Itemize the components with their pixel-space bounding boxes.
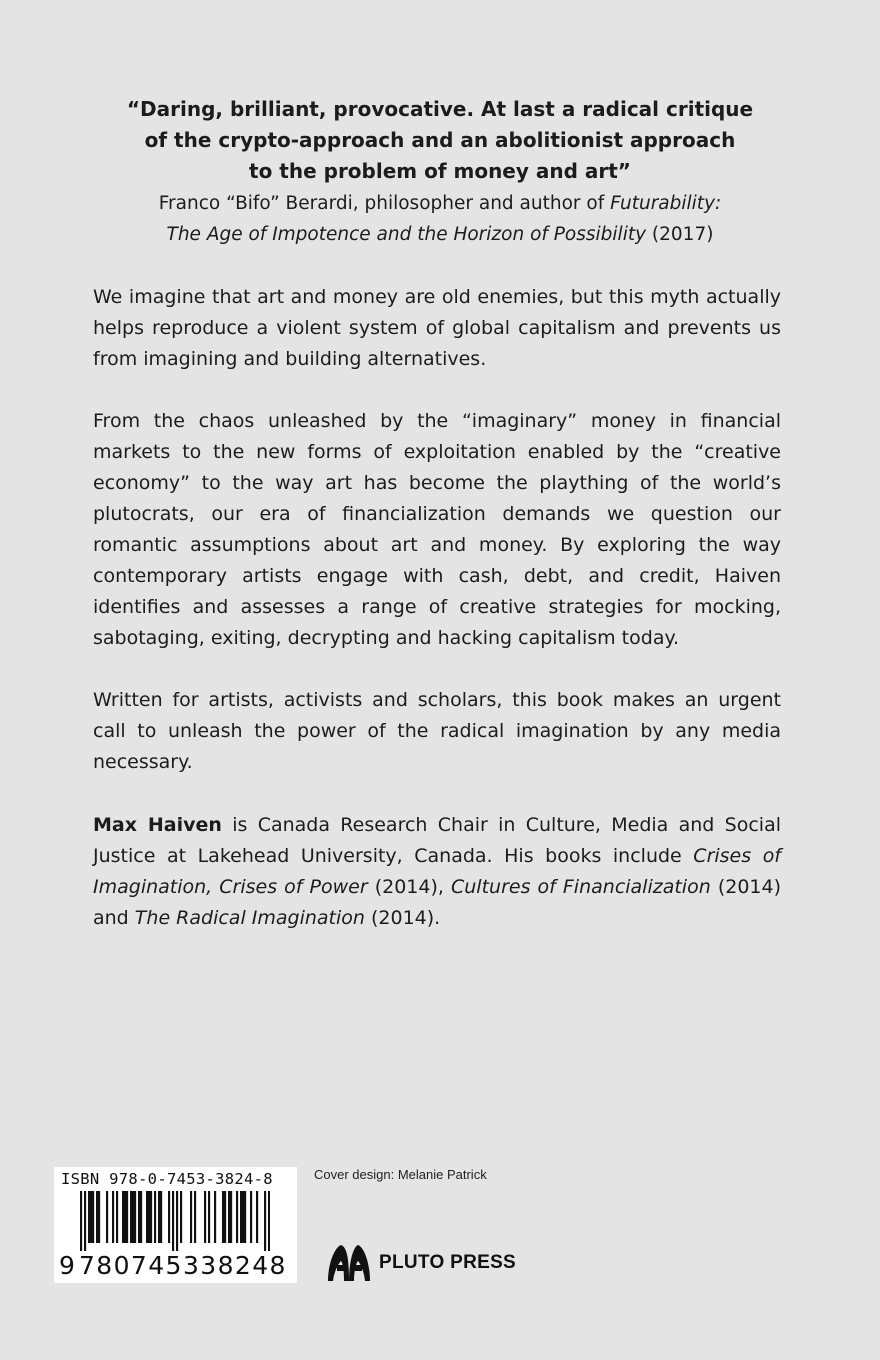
barcode-bar: [224, 1191, 226, 1243]
barcode-bar: [222, 1191, 224, 1243]
barcode-bar: [126, 1191, 128, 1243]
barcode-bar: [256, 1191, 258, 1243]
blurb-paragraph-1: We imagine that art and money are old enemies, but this myth actually helps reproduce a violent system of global capitalism and prevents us from imagining and building alternatives.: [93, 286, 781, 370]
barcode-bar: [264, 1191, 266, 1251]
publisher-logo: [327, 1241, 516, 1285]
barcode-bar: [180, 1191, 182, 1243]
endorsement-quote: [60, 94, 820, 187]
publisher-name: PLUTO PRESS: [379, 1252, 517, 1273]
barcode-bar: [250, 1191, 252, 1243]
barcode-bar: [138, 1191, 140, 1243]
barcode-bar: [268, 1191, 270, 1251]
barcode-bar: [154, 1191, 156, 1243]
author-name: Max Haiven: [93, 814, 222, 836]
barcode-bar: [122, 1191, 124, 1243]
ean-right-group: 338248: [183, 1251, 287, 1280]
blurb-paragraph-3: Written for artists, activists and scholars, this book makes an urgent call to unleash the power of the radical imagination by any media necessary.: [93, 689, 781, 773]
barcode-bar: [158, 1191, 160, 1243]
barcode-bar: [194, 1191, 196, 1243]
barcode-bar: [176, 1191, 178, 1251]
ean-first-digit: 9: [59, 1251, 75, 1280]
ean-left-group: 780745: [79, 1251, 183, 1280]
barcode-bar: [168, 1191, 170, 1243]
barcode-bar: [228, 1191, 230, 1243]
barcode-bar: [146, 1191, 148, 1243]
barcode-bar: [88, 1191, 90, 1243]
pluto-press-logo-icon: [327, 1241, 371, 1285]
barcode-bar: [112, 1191, 114, 1243]
barcode-bar: [80, 1191, 82, 1251]
barcode-bar: [190, 1191, 192, 1243]
barcode-bar: [140, 1191, 142, 1243]
book-title: Futurability:: [610, 193, 722, 214]
barcode-bar: [236, 1191, 238, 1243]
cover-credit: Cover design: Melanie Patrick: [314, 1167, 487, 1182]
barcode-bar: [96, 1191, 98, 1243]
blurb-paragraph-2: From the chaos unleashed by the “imaginary” money in financial markets to the new forms of exploitation enabled by the “creative economy” to the way art has become the plaything of the world’s plutocrats, our era of financialization demands we question our romantic assumptions about art and money. By exploring the way contemporary artists engage with cash, debt, and credit, Haiven identifies and assesses a range of creative strategies for mocking, sabotaging, exiting, decrypting and hacking capitalism today.: [93, 410, 781, 649]
book-title: Cultures of Financialization: [450, 876, 711, 898]
barcode-bar: [204, 1191, 206, 1243]
barcode-bar: [208, 1191, 210, 1243]
barcode-bar: [230, 1191, 232, 1243]
book-title: The Age of Impotence and the Horizon of Possibility: [166, 224, 647, 245]
isbn-label: ISBN 978-0-7453-3824-8: [61, 1170, 273, 1188]
barcode-bar: [242, 1191, 244, 1243]
barcode-bar: [90, 1191, 92, 1243]
barcode-bar: [132, 1191, 134, 1243]
barcode-bar: [134, 1191, 136, 1243]
barcode-bar: [214, 1191, 216, 1243]
isbn-barcode: [54, 1167, 297, 1283]
attribution-line-2: The Age of Impotence and the Horizon of Possibility (2017): [166, 224, 714, 245]
book-title: The Radical Imagination: [134, 907, 365, 929]
barcode-bars: [80, 1191, 270, 1251]
barcode-bar: [240, 1191, 242, 1243]
barcode-bar: [98, 1191, 100, 1243]
barcode-bar: [172, 1191, 174, 1251]
barcode-bar: [150, 1191, 152, 1243]
barcode-bar: [130, 1191, 132, 1243]
quote-line: “Daring, brilliant, provocative. At last a radical critique: [126, 97, 754, 121]
book-title: Crises of Imagination, Crises of Power: [93, 845, 782, 898]
barcode-bar: [148, 1191, 150, 1243]
quote-line: to the problem of money and art”: [249, 159, 631, 183]
barcode-bar: [116, 1191, 118, 1243]
attribution-line-1: Franco “Bifo” Berardi, philosopher and author of Futurability:: [158, 193, 722, 214]
ean-digits: [59, 1251, 287, 1280]
barcode-bar: [106, 1191, 108, 1243]
quote-attribution: [40, 188, 840, 250]
author-bio: Max Haiven is Canada Research Chair in Culture, Media and Social Justice at Lakehead University, Canada. His books include Crises of Imagination, Crises of Power (2014), Cultures of Financialization (2014) and The Radical Imagination (2014).: [93, 814, 782, 929]
barcode-bar: [92, 1191, 94, 1243]
quote-line: of the crypto-approach and an abolitionist approach: [144, 128, 736, 152]
barcode-bar: [84, 1191, 86, 1251]
barcode-bar: [160, 1191, 162, 1243]
barcode-bar: [244, 1191, 246, 1243]
barcode-bar: [124, 1191, 126, 1243]
